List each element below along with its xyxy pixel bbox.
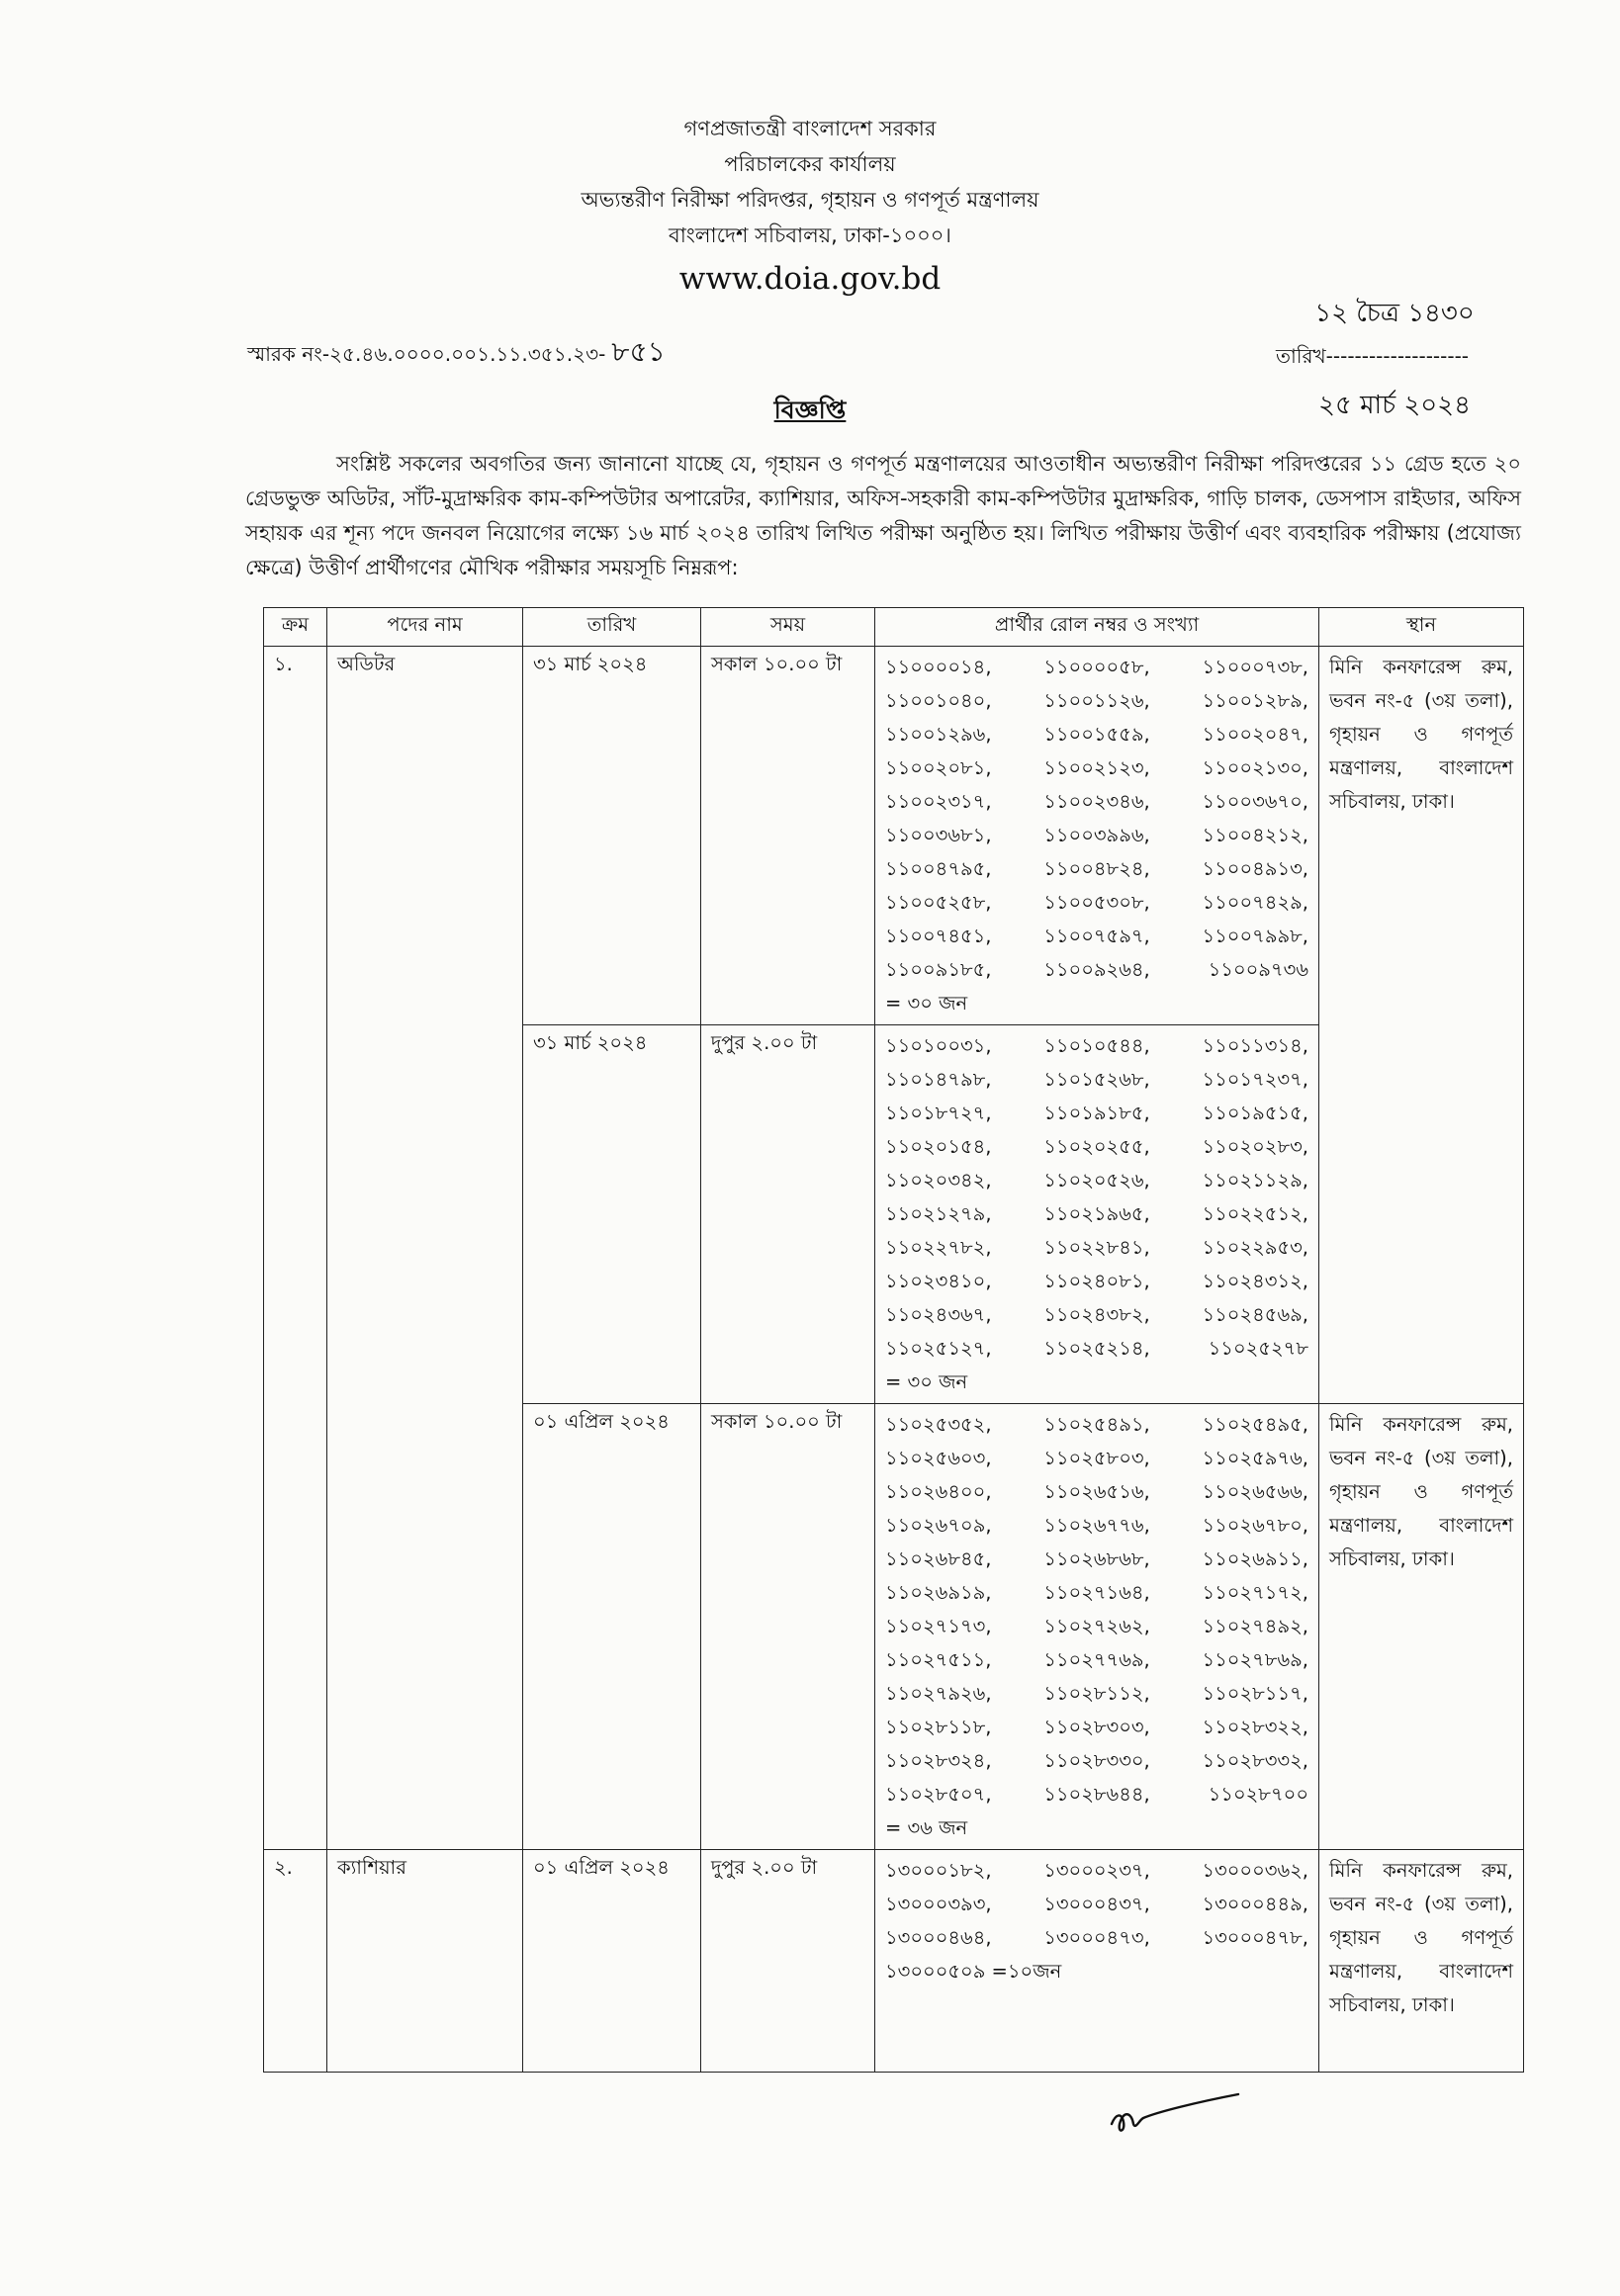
roll-number: ১৩০০০৩৯৩, [885,1893,992,1915]
roll-number: ১১০২৭১৭২, [1202,1581,1308,1604]
roll-number: ১১০০২৩৪৬, [1043,790,1150,813]
roll-number: ১১০০১১২৬, [1043,689,1150,712]
roll-number: ১১০০১২৮৯, [1202,689,1308,712]
roll-number: ১১০০১০৪০, [885,689,992,712]
signature-mark [1108,2084,1246,2144]
row1-s1-time: সকাল ১০.০০ টা [701,647,875,1025]
roll-number: ১১০২৪৩৬৭, [885,1303,992,1326]
roll-number: ১১০২০১৫৪, [885,1135,992,1158]
roll-number: ১১০২৫২৭৮ [1208,1337,1308,1360]
table-header-row [264,608,1524,647]
roll-number: ১১০০৭৪৫১, [885,925,992,947]
website-url: www.doia.gov.bd [678,261,942,297]
roll-number: ১১০০৫২৫৮, [885,891,992,914]
roll-number: ১১০০৪২১২, [1202,824,1308,846]
roll-number: ১১০০০০১৪, [885,656,992,678]
roll-number: ১১০২৮১১২, [1043,1682,1150,1705]
row1-s2-rolls-cell [875,1025,1319,1404]
letterhead [0,111,1620,305]
roll-number: ১১০০০০৫৮, [1043,656,1150,678]
memo-number [247,330,666,377]
roll-number: ১১০২১২৭৯, [885,1202,992,1225]
roll-list [885,1408,1308,1811]
roll-number: ১৩০০০২৩৭, [1043,1859,1150,1882]
roll-number: ১১০২২৯৫৩, [1202,1236,1308,1259]
roll-number: ১১০২৭২৬২, [1043,1615,1150,1637]
govt-name: গণপ্রজাতন্ত্রী বাংলাদেশ সরকার [683,117,937,140]
row2-date: ০১ এপ্রিল ২০২৪ [523,1850,701,2073]
row1-venue: মিনি কনফারেন্স রুম, ভবন নং-৫ (৩য় তলা), গৃহায়ন ও গণপূর্ত মন্ত্রণালয়, বাংলাদেশ সচিবালয়, ঢাকা। [1319,647,1524,1404]
roll-number: ১১০২০৩৪২, [885,1169,992,1192]
roll-number: ১১০২৫১২৭, [885,1337,992,1360]
english-date: ২৫ মার্চ ২০২৪ [1318,391,1471,420]
row1-s3-time: সকাল ১০.০০ টা [701,1404,875,1850]
roll-number: ১১০২৬৫১৬, [1043,1480,1150,1503]
row1-s3-rolls-cell [875,1404,1319,1850]
date-label: তারিখ-------------------- [1276,344,1469,368]
roll-total: ১৩০০০৫০৯ =১০জন [885,1960,1062,1983]
roll-number: ১১০২৭৭৬৯, [1043,1648,1150,1671]
roll-number: ১১০২৭১৬৪, [1043,1581,1150,1604]
office-name: পরিচালকের কার্যালয় [724,152,896,176]
notice-title: বিজ্ঞপ্তি [773,396,847,424]
row1-s1-rolls-cell [875,647,1319,1025]
header-time: সময় [701,608,875,647]
roll-number: ১১০০৩৬৭০, [1202,790,1308,813]
roll-number: ১১০১০০৩১, [885,1034,992,1057]
row2-venue: মিনি কনফারেন্স রুম, ভবন নং-৫ (৩য় তলা), গৃহায়ন ও গণপূর্ত মন্ত্রণালয়, বাংলাদেশ সচিবালয়, ঢাকা। [1319,1850,1524,2073]
roll-number: ১১০০৯১৮৫, [885,958,992,981]
header-serial: ক্রম [264,608,327,647]
roll-number: ১১০১০৫৪৪, [1043,1034,1150,1057]
roll-number: ১১০২০২৫৫, [1043,1135,1150,1158]
bangla-date: ১২ চৈত্র ১৪৩০ [1314,299,1475,328]
roll-list [885,1029,1308,1366]
roll-number: ১১০০০৭৩৮, [1202,656,1308,678]
memo-label: স্মারক নং-২৫.৪৬.০০০০.০০১.১১.৩৫১.২৩- [247,342,606,366]
row1-serial: ১. [264,647,327,1850]
roll-number: ১৩০০০৪৭৮, [1202,1926,1308,1949]
header-rolls: প্রার্থীর রোল নম্বর ও সংখ্যা [875,608,1319,647]
roll-number: ১১০২৫৮০৩, [1043,1447,1150,1469]
roll-number: ১১০২৬৯১১, [1202,1547,1308,1570]
table-row [264,647,1524,1025]
header-date: তারিখ [523,608,701,647]
roll-number: ১১০২৫৬০৩, [885,1447,992,1469]
roll-number: ১১০০১৫৫৯, [1043,723,1150,746]
roll-total: = ৩০ জন [885,1370,968,1393]
row2-rolls-cell [875,1850,1319,2073]
roll-number: ১১০২৭৮৬৯, [1202,1648,1308,1671]
roll-number: ১১০২৬৯১৯, [885,1581,992,1604]
roll-number: ১১০২১১২৯, [1202,1169,1308,1192]
roll-number: ১১০২৪৩১২, [1202,1270,1308,1292]
roll-number: ১১০২৮৩২৪, [885,1749,992,1772]
roll-number: ১৩০০০৪৩৭, [1043,1893,1150,1915]
roll-number: ১১০২৪৩৮২, [1043,1303,1150,1326]
roll-number: ১১০০১২৯৬, [885,723,992,746]
roll-number: ১১০২৫২১৪, [1043,1337,1150,1360]
roll-number: ১১০০২৩১৭, [885,790,992,813]
roll-number: ১১০০৪৮২৪, [1043,857,1150,880]
roll-number: ১১০০৭৪২৯, [1202,891,1308,914]
roll-number: ১১০২৪৫৬৯, [1202,1303,1308,1326]
memo-handwritten-number: ৮৫১ [611,335,666,368]
roll-number: ১১০১১৩১৪, [1202,1034,1308,1057]
roll-number: ১৩০০০৪৬৪, [885,1926,992,1949]
row1-s2-time: দুপুর ২.০০ টা [701,1025,875,1404]
roll-number: ১১০০৪৭৯৫, [885,857,992,880]
roll-number: ১৩০০০১৮২, [885,1859,992,1882]
roll-number: ১১০০৪৯১৩, [1202,857,1308,880]
roll-number: ১১০০২১৩০, [1202,756,1308,779]
roll-number: ১১০১৭২৩৭, [1202,1068,1308,1091]
row1-post: অডিটর [327,647,523,1850]
roll-number: ১১০২৬৪০০, [885,1480,992,1503]
roll-number: ১১০০৭৫৯৭, [1043,925,1150,947]
roll-number: ১১০২৭৫১১, [885,1648,992,1671]
roll-number: ১১০২৬৮৪৫, [885,1547,992,1570]
roll-number: ১১০২৬৮৬৮, [1043,1547,1150,1570]
row2-time: দুপুর ২.০০ টা [701,1850,875,2073]
roll-number: ১১০২৮১১৮, [885,1716,992,1738]
roll-number: ১১০১৪৭৯৮, [885,1068,992,1091]
roll-number: ১১০২০৫২৬, [1043,1169,1150,1192]
roll-number: ১১০২৬৫৬৬, [1202,1480,1308,1503]
roll-number: ১৩০০০৪৭৩, [1043,1926,1150,1949]
roll-number: ১১০১৯১৮৫, [1043,1102,1150,1124]
roll-number: ১১০০২০৮১, [885,756,992,779]
roll-number: ১১০২১৯৬৫, [1043,1202,1150,1225]
header-post: পদের নাম [327,608,523,647]
row1-s3-date: ০১ এপ্রিল ২০২৪ [523,1404,701,1850]
roll-number: ১১০২০২৮৩, [1202,1135,1308,1158]
roll-number: ১১০২৭৯২৬, [885,1682,992,1705]
roll-number: ১১০২৬৭০৯, [885,1514,992,1537]
roll-number: ১১০১৫২৬৮, [1043,1068,1150,1091]
roll-number: ১১০০২০৪৭, [1202,723,1308,746]
roll-number: ১১০২৮১১৭, [1202,1682,1308,1705]
notice-body: সংশ্লিষ্ট সকলের অবগতির জন্য জানানো যাচ্ছে যে, গৃহায়ন ও গণপূর্ত মন্ত্রণালয়ের আওতাধীন অভ্যন্তরীণ নিরীক্ষা পরিদপ্তরের ১১ গ্রেড হতে ২০ গ্রেডভুক্ত অডিটর, সাঁট-মুদ্রাক্ষরিক কাম-কম্পিউটার অপারেটর, ক্যাশিয়ার, অফিস-সহকারী কাম-কম্পিউটার মুদ্রাক্ষরিক, গাড়ি চালক, ডেসপাস রাইডার, অফিস সহায়ক এর শূন্য পদে জনবল নিয়োগের লক্ষ্যে ১৬ মার্চ ২০২৪ তারিখ লিখিত পরীক্ষা অনুষ্ঠিত হয়। লিখিত পরীক্ষায় উত্তীর্ণ এবং ব্যবহারিক পরীক্ষায় (প্রযোজ্য ক্ষেত্রে) উত্তীর্ণ প্রার্থীগণের মৌখিক পরীক্ষার সময়সূচি নিম্নরূপ: [245,452,1521,579]
roll-number: ১১০২৮৩২২, [1202,1716,1308,1738]
table-row [264,1850,1524,2073]
roll-number: ১১০২৬৭৭৬, [1043,1514,1150,1537]
roll-number: ১১০২৫৪৯১, [1043,1413,1150,1436]
roll-list [885,1854,1308,1955]
roll-number: ১১০২২৮৪১, [1043,1236,1150,1259]
roll-number: ১১০১৯৫১৫, [1202,1102,1308,1124]
roll-number: ১১০২২৫১২, [1202,1202,1308,1225]
roll-list [885,651,1308,987]
row1-s3-venue: মিনি কনফারেন্স রুম, ভবন নং-৫ (৩য় তলা), গৃহায়ন ও গণপূর্ত মন্ত্রণালয়, বাংলাদেশ সচিবালয়, ঢাকা। [1319,1404,1524,1850]
schedule-table [263,607,1524,2073]
roll-number: ১১০২৮৩৩০, [1043,1749,1150,1772]
row1-s2-date: ৩১ মার্চ ২০২৪ [523,1025,701,1404]
directorate-name: অভ্যন্তরীণ নিরীক্ষা পরিদপ্তর, গৃহায়ন ও গণপূর্ত মন্ত্রণালয় [581,188,1039,212]
roll-number: ১১০২৭১৭৩, [885,1615,992,1637]
header-venue: স্থান [1319,608,1524,647]
roll-number: ১৩০০০৪৪৯, [1202,1893,1308,1915]
roll-number: ১১০২৮৩৩২, [1202,1749,1308,1772]
roll-number: ১১০২৬৭৮০, [1202,1514,1308,1537]
roll-number: ১১০২২৭৮২, [885,1236,992,1259]
roll-number: ১১০০৩৯৯৬, [1043,824,1150,846]
roll-number: ১১০২৮৩০৩, [1043,1716,1150,1738]
roll-number: ১১০২৫৪৯৫, [1202,1413,1308,1436]
roll-number: ১১০০৩৬৮১, [885,824,992,846]
roll-number: ১১০০৯২৬৪, [1043,958,1150,981]
roll-total: = ৩৬ জন [885,1816,968,1839]
roll-number: ১১০১৮৭২৭, [885,1102,992,1124]
office-address: বাংলাদেশ সচিবালয়, ঢাকা-১০০০। [669,223,951,247]
roll-number: ১১০২৮৫০৭, [885,1783,992,1806]
roll-number: ১১০২৪০৮১, [1043,1270,1150,1292]
roll-number: ১১০২৫৩৫২, [885,1413,992,1436]
roll-number: ১১০০৭৯৯৮, [1202,925,1308,947]
row1-s1-date: ৩১ মার্চ ২০২৪ [523,647,701,1025]
roll-number: ১১০২৮৭০০ [1208,1783,1308,1806]
roll-number: ১১০২৩৪১০, [885,1270,992,1292]
roll-number: ১৩০০০৩৬২, [1202,1859,1308,1882]
roll-number: ১১০২৮৬৪৪, [1043,1783,1150,1806]
row2-serial: ২. [264,1850,327,2073]
roll-total: = ৩০ জন [885,992,968,1015]
roll-number: ১১০২৭৪৯২, [1202,1615,1308,1637]
roll-number: ১১০০২১২৩, [1043,756,1150,779]
row2-post: ক্যাশিয়ার [327,1850,523,2073]
roll-number: ১১০০৫৩০৮, [1043,891,1150,914]
roll-number: ১১০২৫৯৭৬, [1202,1447,1308,1469]
roll-number: ১১০০৯৭৩৬ [1208,958,1308,981]
